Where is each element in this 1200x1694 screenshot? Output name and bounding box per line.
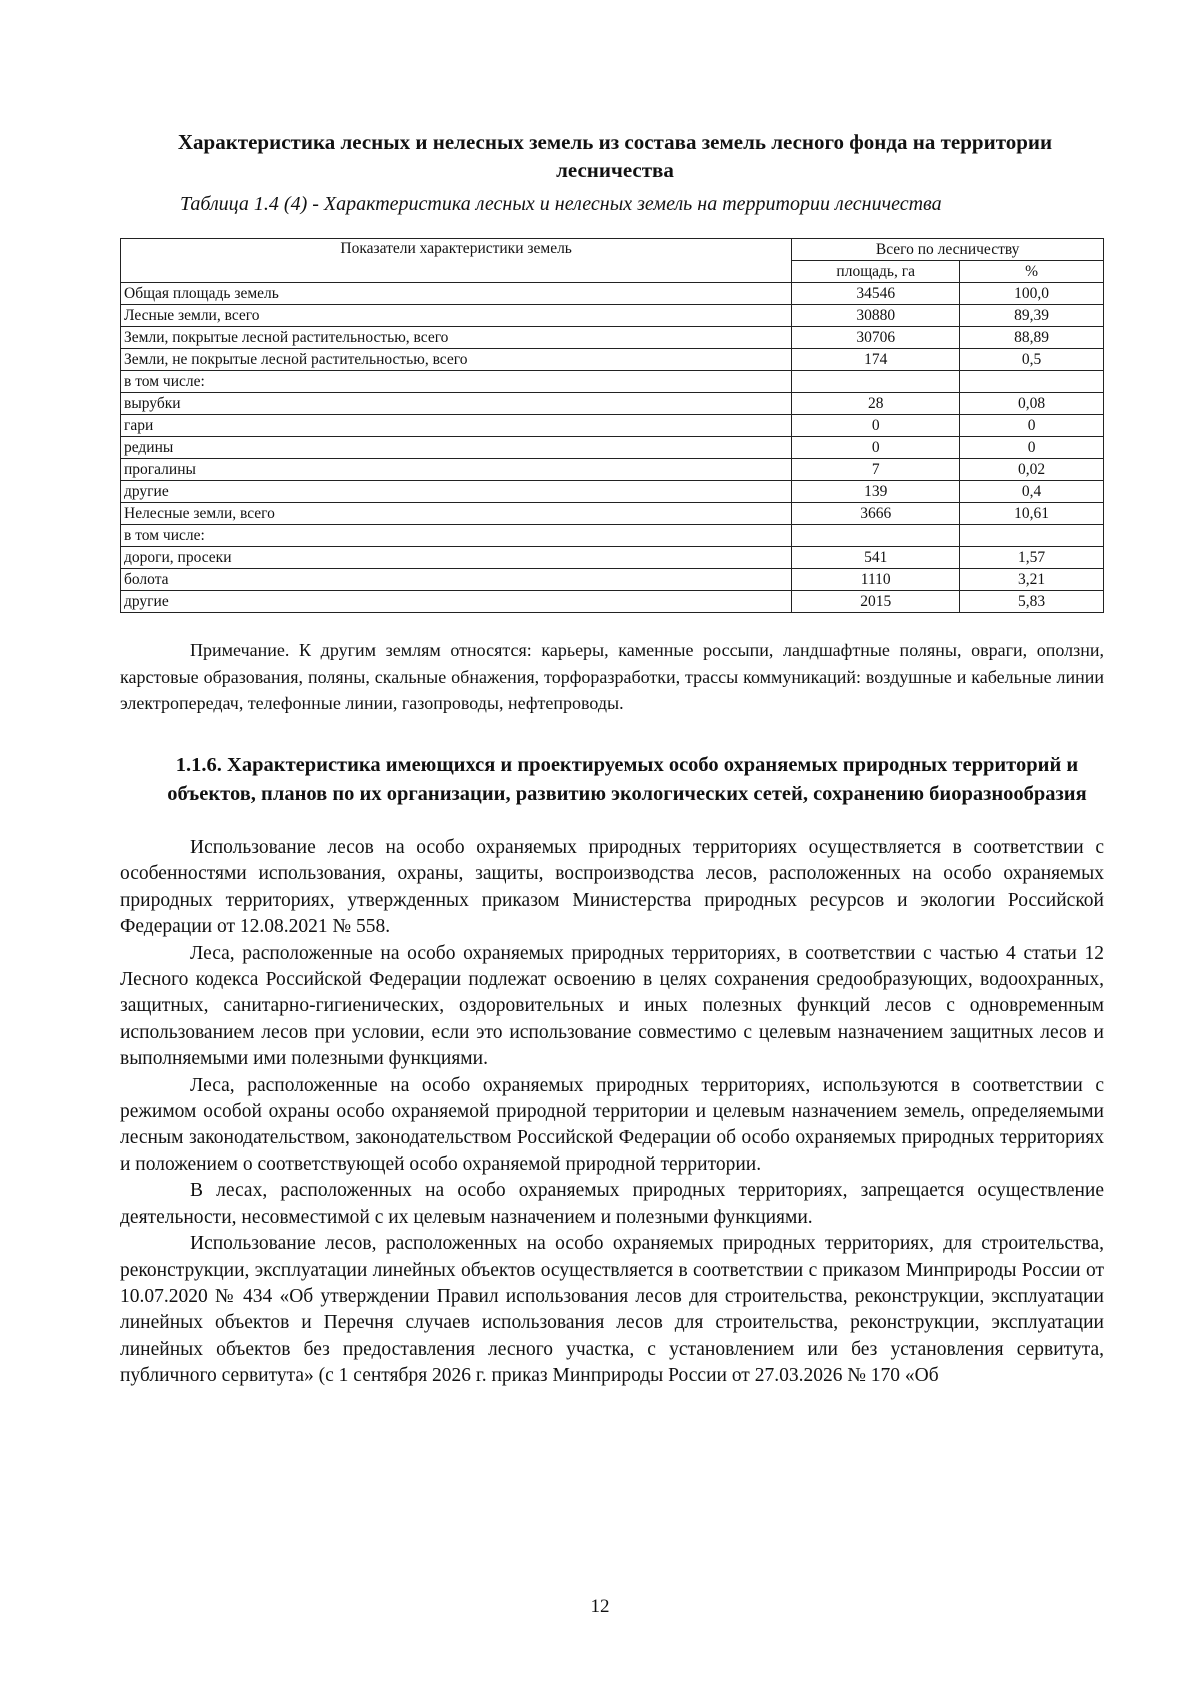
row-label: редины (121, 437, 792, 459)
row-area: 139 (792, 481, 960, 503)
paragraph: Леса, расположенные на особо охраняемых природных территориях, используются в соответствии с режимом особой охраны особо охраняемой природной территории и целевым назначением земель, определяемыми лесным законодательством, законодательством Российской Федерации об особо охраняемых природных территориях и положением о соответствующей особо охраняемой природной территории. (120, 1074, 1104, 1175)
row-percent: 0 (960, 415, 1104, 437)
row-percent: 3,21 (960, 569, 1104, 591)
row-percent: 1,57 (960, 547, 1104, 569)
row-area (792, 371, 960, 393)
paragraph: Леса, расположенные на особо охраняемых природных территориях, в соответствии с частью 4 статьи 12 Лесного кодекса Российской Федерации подлежат освоению в целях сохранения средообразующих, водоохранных, защитных, санитарно-гигиенических, оздоровительных и иных полезных функций лесов с одновременным использованием лесов при условии, если это использование совместимо с целевым назначением защитных лесов и выполняемыми ими полезными функциями. (120, 942, 1104, 1070)
table-row (121, 327, 1104, 349)
row-area: 3666 (792, 503, 960, 525)
header-total: Всего по лесничеству (792, 239, 1104, 261)
row-area: 30706 (792, 327, 960, 349)
row-label: Нелесные земли, всего (121, 503, 792, 525)
table-body (121, 283, 1104, 613)
row-label: Земли, покрытые лесной растительностью, всего (121, 327, 792, 349)
row-label: гари (121, 415, 792, 437)
table-row (121, 569, 1104, 591)
subsection-title: 1.1.6. Характеристика имеющихся и проектируемых особо охраняемых природных территорий и объектов, планов по их организации, развитию экологических сетей, сохранению биоразнообразия (167, 754, 1087, 805)
page-number: 12 (590, 1596, 610, 1617)
row-label: Лесные земли, всего (121, 305, 792, 327)
table-caption: Таблица 1.4 (4) - Характеристика лесных и нелесных земель на территории лесничества (180, 193, 942, 215)
row-area: 1110 (792, 569, 960, 591)
row-label: вырубки (121, 393, 792, 415)
row-percent (960, 371, 1104, 393)
row-label: дороги, просеки (121, 547, 792, 569)
table-row (121, 525, 1104, 547)
table-row (121, 415, 1104, 437)
table-row (121, 503, 1104, 525)
row-label: болота (121, 569, 792, 591)
land-characteristics-table (120, 238, 1104, 613)
paragraph: Использование лесов на особо охраняемых природных территориях осуществляется в соответствии с особенностями использования, охраны, защиты, воспроизводства лесов, расположенных на особо охраняемых природных территориях, утвержденных приказом Министерства природных ресурсов и экологии Российской Федерации от 12.08.2021 № 558. (120, 837, 1104, 938)
row-area: 174 (792, 349, 960, 371)
row-percent: 5,83 (960, 591, 1104, 613)
row-area: 30880 (792, 305, 960, 327)
row-label: другие (121, 481, 792, 503)
row-percent (960, 525, 1104, 547)
header-area: площадь, га (792, 261, 960, 283)
header-percent: % (960, 261, 1104, 283)
row-percent: 10,61 (960, 503, 1104, 525)
paragraph: Использование лесов, расположенных на особо охраняемых природных территориях, для строительства, реконструкции, эксплуатации линейных объектов осуществляется в соответствии с приказом Минприроды России от 10.07.2020 № 434 «Об утверждении Правил использования лесов для строительства, реконструкции, эксплуатации линейных объектов и Перечня случаев использования лесов для строительства, реконструкции, эксплуатации линейных объектов без предоставления лесного участка, с установлением или без установления сервитута, публичного сервитута» (с 1 сентября 2026 г. приказ Минприроды России от 27.03.2026 № 170 «Об (120, 1233, 1104, 1387)
row-label: прогалины (121, 459, 792, 481)
row-percent: 0,4 (960, 481, 1104, 503)
row-percent: 100,0 (960, 283, 1104, 305)
paragraph: В лесах, расположенных на особо охраняемых природных территориях, запрещается осуществление деятельности, несовместимой с их целевым назначением и полезными функциями. (120, 1180, 1104, 1228)
row-label: другие (121, 591, 792, 613)
row-area (792, 525, 960, 547)
table-row (121, 547, 1104, 569)
table-row (121, 481, 1104, 503)
table-row (121, 591, 1104, 613)
row-label: Земли, не покрытые лесной растительностью, всего (121, 349, 792, 371)
table-row (121, 459, 1104, 481)
row-percent: 88,89 (960, 327, 1104, 349)
table-row (121, 305, 1104, 327)
row-percent: 89,39 (960, 305, 1104, 327)
table-row (121, 283, 1104, 305)
row-area: 0 (792, 415, 960, 437)
row-area: 28 (792, 393, 960, 415)
table-row (121, 393, 1104, 415)
header-indicator: Показатели характеристики земель (121, 239, 792, 283)
table-note: Примечание. К другим землям относятся: карьеры, каменные россыпи, ландшафтные поляны, овраги, оползни, карстовые образования, поляны, скальные обнажения, торфоразработки, трассы коммуникаций: воздушные и кабельные линии электропередач, телефонные линии, газопроводы, нефтепроводы. (120, 640, 1104, 713)
row-area: 7 (792, 459, 960, 481)
row-area: 0 (792, 437, 960, 459)
row-area: 541 (792, 547, 960, 569)
row-label: в том числе: (121, 525, 792, 547)
body-text (120, 835, 1104, 1390)
row-area: 34546 (792, 283, 960, 305)
table-row (121, 437, 1104, 459)
table-row (121, 349, 1104, 371)
row-area: 2015 (792, 591, 960, 613)
row-percent: 0,5 (960, 349, 1104, 371)
table-row (121, 371, 1104, 393)
row-percent: 0,08 (960, 393, 1104, 415)
row-label: в том числе: (121, 371, 792, 393)
section-title: Характеристика лесных и нелесных земель из состава земель лесного фонда на территории лесничества (177, 130, 1053, 182)
row-percent: 0 (960, 437, 1104, 459)
row-label: Общая площадь земель (121, 283, 792, 305)
row-percent: 0,02 (960, 459, 1104, 481)
